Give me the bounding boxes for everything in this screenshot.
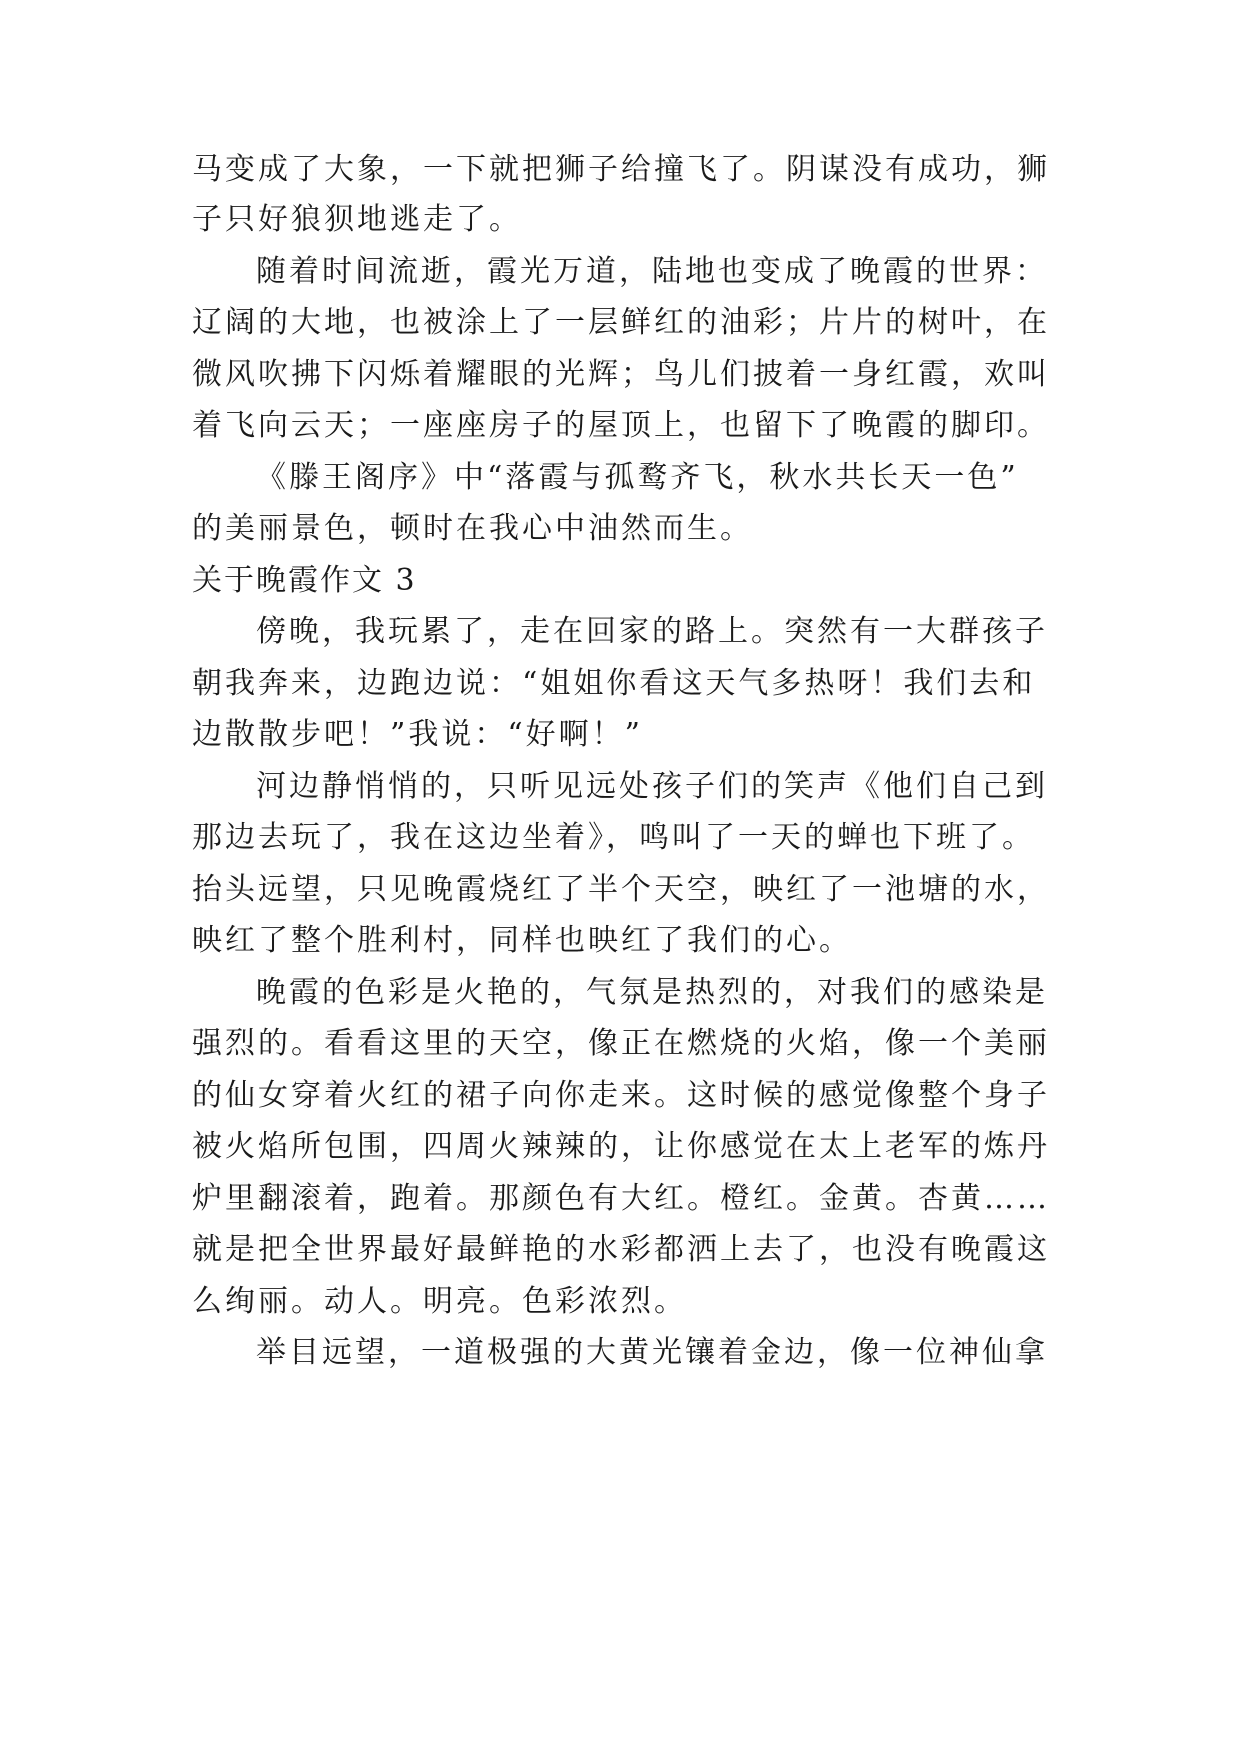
text-line: 映红了整个胜利村，同样也映红了我们的心。 [192,923,852,958]
text-line: 被火焰所包围，四周火辣辣的，让你感觉在太上老军的炼丹 [192,1129,1050,1164]
text-line: 辽阔的大地，也被涂上了一层鲜红的油彩；片片的树叶，在 [192,305,1050,340]
paragraph-start-line: 随着时间流逝，霞光万道，陆地也变成了晚霞的世界： [256,254,1048,289]
text-line: 边散散步吧！”我说：“好啊！” [192,717,644,752]
paragraph-start-line: 举目远望，一道极强的大黄光镶着金边，像一位神仙拿 [256,1335,1048,1370]
text-line: 朝我奔来，边跑边说：“姐姐你看这天气多热呀！我们去和 [192,666,1036,701]
text-line: 微风吹拂下闪烁着耀眼的光辉；鸟儿们披着一身红霞，欢叫 [192,357,1050,392]
text-line: 的美丽景色，顿时在我心中油然而生。 [192,511,753,546]
paragraph-start-line: 《滕王阁序》中“落霞与孤鹜齐飞，秋水共长天一色” [256,460,1019,495]
text-line: 马变成了大象，一下就把狮子给撞飞了。阴谋没有成功，狮 [192,152,1050,187]
text-line: 着飞向云天；一座座房子的屋顶上，也留下了晚霞的脚印。 [192,408,1050,443]
section-heading: 关于晚霞作文 3 [192,563,417,598]
text-line: 就是把全世界最好最鲜艳的水彩都洒上去了，也没有晚霞这 [192,1232,1050,1267]
paragraph-start-line: 晚霞的色彩是火艳的，气氛是热烈的，对我们的感染是 [256,975,1048,1010]
text-line: 强烈的。看看这里的天空，像正在燃烧的火焰，像一个美丽 [192,1026,1050,1061]
text-line: 那边去玩了，我在这边坐着》，鸣叫了一天的蝉也下班了。 [192,820,1035,855]
text-line: 子只好狼狈地逃走了。 [192,202,522,237]
text-line: 抬头远望，只见晚霞烧红了半个天空，映红了一池塘的水， [192,872,1050,907]
paragraph-start-line: 傍晚，我玩累了，走在回家的路上。突然有一大群孩子 [256,614,1048,649]
text-line: 么绚丽。动人。明亮。色彩浓烈。 [192,1284,687,1319]
paragraph-start-line: 河边静悄悄的，只听见远处孩子们的笑声《他们自己到 [256,769,1048,804]
text-line: 炉里翻滚着，跑着。那颜色有大红。橙红。金黄。杏黄…… [192,1181,1050,1216]
text-line: 的仙女穿着火红的裙子向你走来。这时候的感觉像整个身子 [192,1078,1050,1113]
